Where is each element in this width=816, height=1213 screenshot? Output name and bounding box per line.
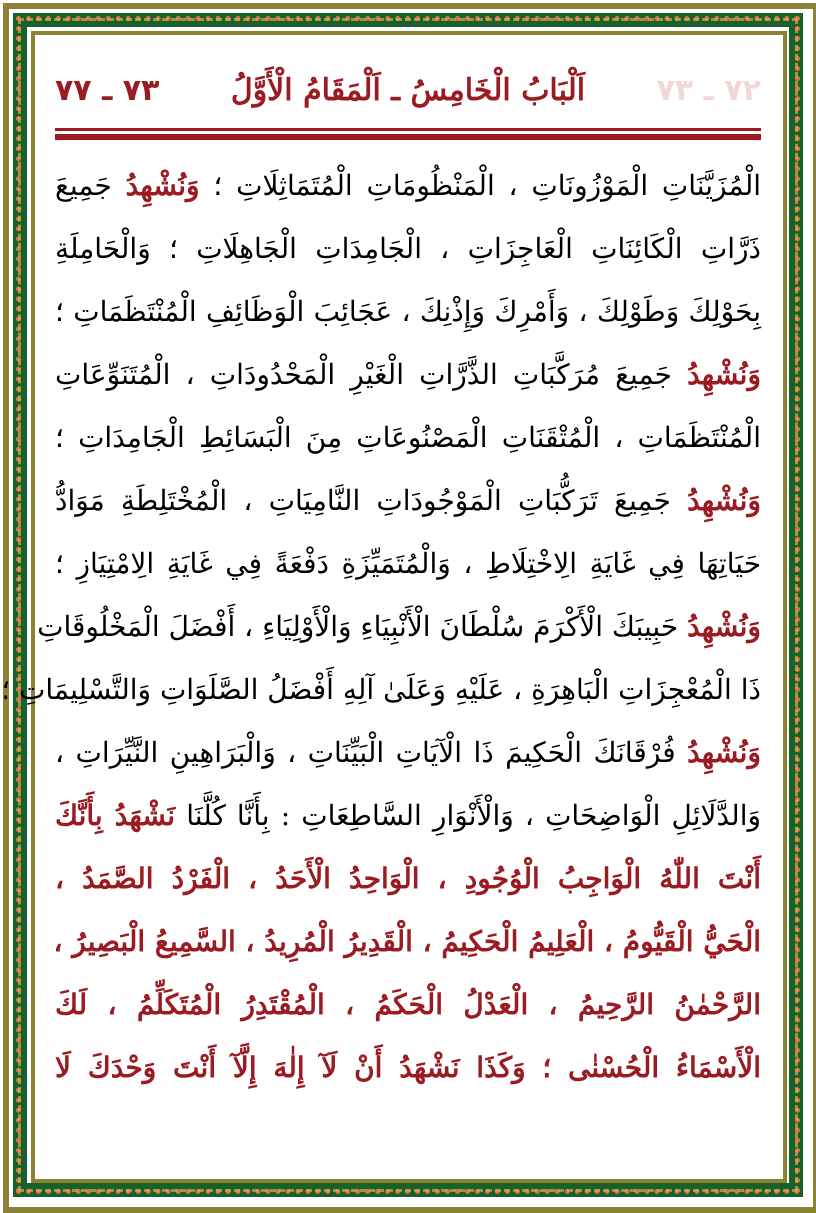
text-line: [55, 343, 761, 406]
text-line: [55, 910, 761, 973]
text-line: [55, 973, 761, 1036]
text-line: [1, 658, 761, 721]
highlighted-text: وَنُشْهِدُ: [687, 484, 761, 517]
text-line: [55, 721, 761, 784]
text-line: [55, 469, 761, 532]
text-segment: حَبِيبَكَ الْأَكْرَمَ سُلْطَانَ الْأَنْبِيَاءِ وَالْأَوْلِيَاءِ ، أَفْضَلَ الْمَخْلُوقَاتِ: [37, 610, 688, 643]
text-segment: بِحَوْلِكَ وَطَوْلِكَ ، وَأَمْرِكَ وَإِذْنِكَ ، عَجَائِبَ الْوَظَائِفِ الْمُنْتَظَمَاتِ ؛: [55, 295, 761, 328]
text-line: [55, 847, 761, 910]
header-rule-thin: [55, 128, 761, 131]
text-segment: ذَا الْمُعْجِزَاتِ الْبَاهِرَةِ ، عَلَيْهِ وَعَلَىٰ آلِهِ أَفْضَلُ الصَّلَوَاتِ وَالتَّسْلِيمَاتِ ؛: [1, 673, 761, 706]
chapter-title: اَلْبَابُ الْخَامِسُ ـ اَلْمَقَامُ الْأَوَّلُ: [230, 72, 586, 108]
highlighted-text: الْحَيُّ الْقَيُّومُ ، الْعَلِيمُ الْحَكِيمُ ، الْقَدِيرُ الْمُرِيدُ ، السَّمِيعُ الْبَصِيرُ ،: [53, 925, 761, 958]
text-line: [55, 1036, 761, 1099]
text-line: [55, 217, 761, 280]
highlighted-text: أَنْتَ اللّٰهُ الْوَاجِبُ الْوُجُودِ ، الْوَاحِدُ الْأَحَدُ ، الْفَرْدُ الصَّمَدُ ،: [55, 862, 761, 895]
text-segment: جَمِيعَ مُرَكَّبَاتِ الذَّرَّاتِ الْغَيْرِ الْمَحْدُودَاتِ ، الْمُتَنَوِّعَاتِ: [55, 358, 688, 391]
text-segment: فُرْقَانَكَ الْحَكِيمَ ذَا الْآيَاتِ الْبَيِّنَاتِ ، وَالْبَرَاهِينِ النَّيِّرَاتِ ،: [55, 736, 688, 769]
highlighted-text: وَنُشْهِدُ: [687, 358, 761, 391]
text-segment: جَمِيعَ: [55, 169, 126, 202]
text-segment: جَمِيعَ تَرَكُّبَاتِ الْمَوْجُودَاتِ النَّامِيَاتِ ، الْمُخْتَلِطَةِ مَوَادُّ: [55, 484, 688, 517]
text-line: [55, 532, 761, 595]
body-text: [1, 154, 762, 1099]
page-header: [55, 60, 761, 120]
highlighted-text: وَنُشْهِدُ: [687, 736, 761, 769]
text-segment: ذَرَّاتِ الْكَائِنَاتِ الْعَاجِزَاتِ ، الْجَامِدَاتِ الْجَاهِلَاتِ ؛ وَالْحَامِلَةِ: [55, 232, 761, 265]
text-line: [55, 406, 761, 469]
highlighted-text: الرَّحْمٰنُ الرَّحِيمُ ، الْعَدْلُ الْحَكَمُ ، الْمُقْتَدِرُ الْمُتَكَلِّمُ ، لَكَ: [55, 988, 761, 1021]
highlighted-text: نَشْهَدُ بِأَنَّكَ: [55, 799, 176, 832]
text-segment: حَيَاتِهَا فِي غَايَةِ الِاخْتِلَاطِ ، وَالْمُتَمَيِّزَةِ دَفْعَةً فِي غَايَةِ الِامْتِيَازِ ؛: [55, 547, 761, 580]
faded-page-numbers: ٧٢ ـ ٧٣: [656, 72, 761, 108]
header-rule-thick: [55, 134, 761, 140]
highlighted-text: الْأَسْمَاءُ الْحُسْنٰى ؛ وَكَذَا نَشْهَدُ أَنْ لَآ إِلٰهَ إِلَّآ أَنْتَ وَحْدَكَ لَا: [55, 1051, 761, 1084]
highlighted-text: وَنُشْهِدُ: [687, 610, 761, 643]
text-line: [55, 154, 761, 217]
page-content: [1, 60, 762, 1099]
highlighted-text: وَنُشْهِدُ: [125, 169, 200, 202]
text-line: [55, 784, 761, 847]
text-segment: وَالدَّلَائِلِ الْوَاضِحَاتِ ، وَالْأَنْوَارِ السَّاطِعَاتِ : بِأَنَّا كُلَّنَا: [175, 799, 761, 832]
text-line: [37, 595, 761, 658]
page-range: ٧٣ ـ ٧٧: [55, 72, 160, 108]
text-segment: الْمُزَيَّنَاتِ الْمَوْزُونَاتِ ، الْمَنْظُومَاتِ الْمُتَمَاثِلَاتِ ؛: [199, 169, 762, 202]
text-line: [55, 280, 761, 343]
text-segment: الْمُنْتَظَمَاتِ ، الْمُتْقَنَاتِ الْمَصْنُوعَاتِ مِنَ الْبَسَائِطِ الْجَامِدَاتِ ؛: [55, 421, 761, 454]
